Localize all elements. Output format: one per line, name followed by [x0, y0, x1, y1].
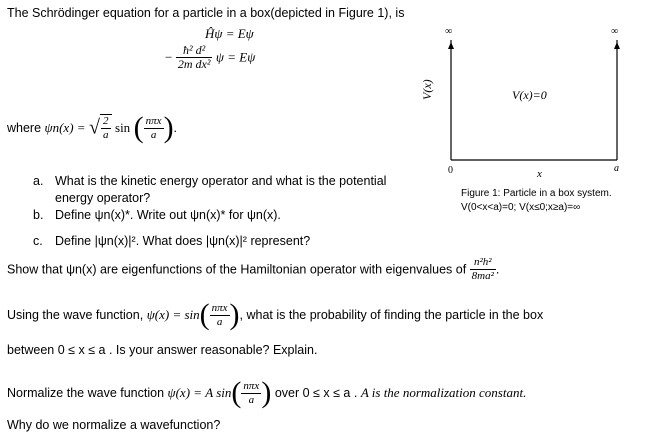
right-infinity-label: ∞ — [611, 26, 619, 37]
probability-arg-denominator: a — [216, 315, 223, 328]
normalize-argument — [241, 380, 261, 407]
intro-text: The Schrödinger equation for a particle in a box(depicted in Figure 1), is — [7, 6, 405, 20]
argument-denominator: a — [150, 128, 157, 141]
question-a-text: What is the kinetic energy operator and what is the potential — [55, 174, 387, 188]
why-normalize-question: Why do we normalize a wavefunction? — [7, 418, 221, 432]
question-a-letter: a. — [33, 174, 44, 188]
probability-pre-text: Using the wave function, — [7, 308, 144, 322]
sqrt-numerator: 2 — [103, 115, 109, 127]
equation-schrodinger-expanded: − $\frac{\text{ħ² d²}}{\text{2m dx²}}$ ψ = Eψ — [165, 43, 256, 71]
x-a-label: a — [614, 163, 619, 174]
normalize-pre-text: Normalize the wave function — [7, 386, 165, 400]
eigenvalue-denominator: 8ma² — [471, 270, 494, 282]
probability-post-text: , what is the probability of finding the particle in the box — [239, 308, 544, 322]
coefficient-numerator: ħ² d² — [176, 44, 213, 58]
eigenvalue-period: . — [495, 262, 500, 277]
sqrt-sign: √ — [89, 116, 101, 139]
probability-argument — [210, 302, 230, 329]
question-c-letter: c. — [33, 234, 43, 248]
question-a-text-cont: energy operator? — [55, 191, 151, 205]
question-b-letter: b. — [33, 208, 44, 222]
normalize-constant-text: A is the normalization constant. — [360, 385, 527, 400]
x-axis-label: x — [537, 168, 542, 180]
wavefunction-lhs: ψn(x) = — [44, 120, 86, 135]
right-arrowhead — [614, 42, 620, 49]
equation-hamiltonian: Ĥψ = Eψ — [205, 26, 254, 41]
normalize-function: ψ(x) = A sin — [167, 385, 232, 400]
normalize-range-text: over 0 ≤ x ≤ a . — [274, 386, 358, 400]
equation-rhs: ψ = Eψ — [215, 49, 256, 65]
question-b-text: Define ψn(x)*. Write out ψn(x)* for ψn(x). — [55, 208, 281, 222]
eigenfunction-question — [7, 256, 499, 283]
left-infinity-label: ∞ — [445, 26, 453, 37]
eigenvalue-numerator: n²h² — [470, 256, 496, 270]
where-label: where — [7, 121, 42, 135]
normalize-arg-numerator: nπx — [243, 379, 260, 392]
figure-caption: Figure 1: Particle in a box system. — [461, 188, 612, 199]
sqrt-denominator: a — [103, 129, 109, 141]
probability-arg-numerator: nπx — [211, 301, 228, 314]
eigenvalue-fraction — [470, 256, 496, 283]
eigenfunction-text: Show that ψn(x) are eigenfunctions of the Hamiltonian operator with eigenvalues of — [7, 262, 467, 277]
wavefunction-definition: where ψn(x) = √ $\frac{2}{a}$ sin ( $\frac{\text{nπx}}{a}$ ). — [7, 111, 177, 144]
normalize-question: Normalize the wave function ψ(x) = A sin( $\frac{\text{nπx}}{a}$ ) over 0 ≤ x ≤ a . A is the normalization constant. — [7, 376, 527, 409]
sin-function: sin — [115, 120, 131, 135]
coefficient-denominator: 2m dx² — [177, 57, 211, 71]
question-c-text: Define |ψn(x)|². What does |ψn(x)|² represent? — [55, 234, 311, 248]
probability-function: ψ(x) = sin — [146, 307, 200, 322]
probability-question-line2: between 0 ≤ x ≤ a . Is your answer reasonable? Explain. — [7, 343, 318, 357]
normalize-arg-denominator: a — [248, 393, 255, 406]
inside-potential-label: V(x)=0 — [512, 88, 547, 102]
left-arrowhead — [448, 42, 454, 49]
x-zero-label: 0 — [448, 165, 453, 176]
figure-caption-potential: V(0<x<a)=0; V(x≤0;x≥a)=∞ — [461, 202, 581, 213]
y-axis-label: V(x) — [420, 79, 434, 100]
argument-numerator: nπx — [145, 114, 162, 127]
probability-question: Using the wave function, ψ(x) = sin( $\frac{\text{nπx}}{a}$ ), what is the probability of finding the particle in the box — [7, 298, 544, 331]
